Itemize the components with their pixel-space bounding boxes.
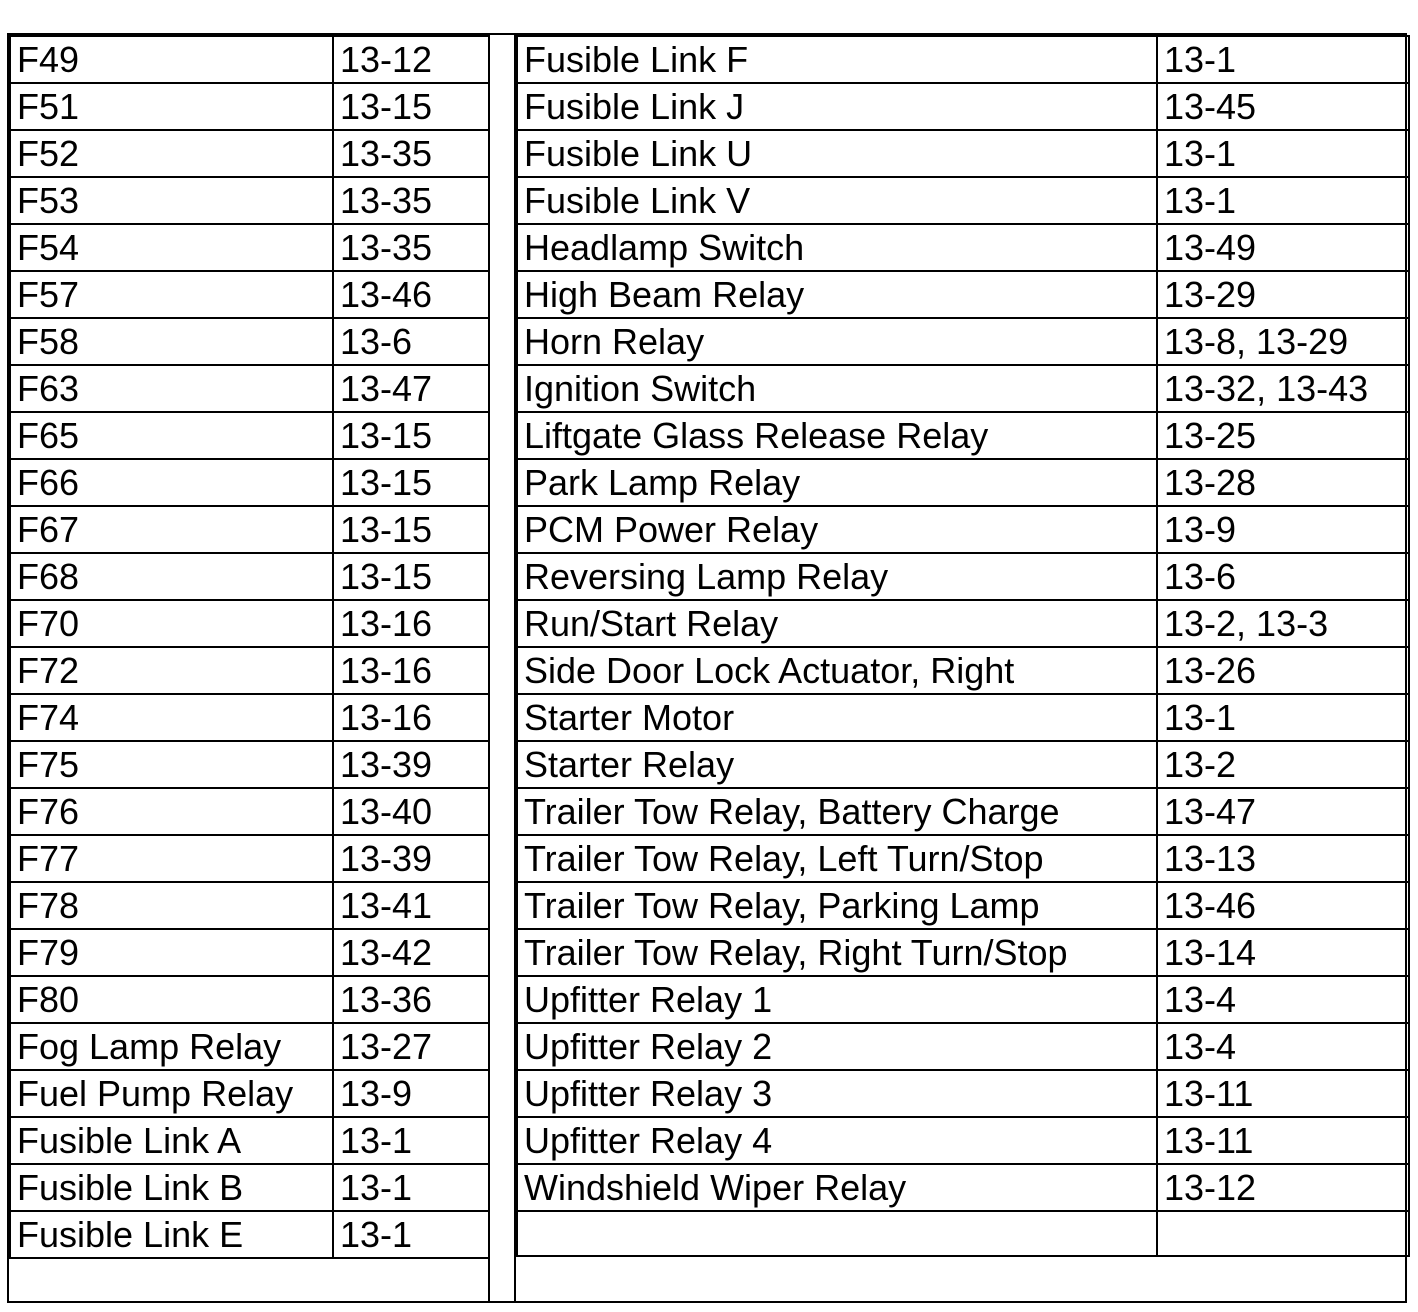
table-row [10,412,489,459]
page-reference-cell: 13-2 [1157,741,1409,788]
table-row [517,553,1409,600]
page-reference-cell: 13-29 [1157,271,1409,318]
component-name-cell: Run/Start Relay [517,600,1157,647]
page-reference-cell: 13-1 [333,1211,489,1258]
table-row [10,600,489,647]
page-reference-cell: 13-15 [333,506,489,553]
table-row [517,459,1409,506]
table-row [10,365,489,412]
page-reference-cell [1157,1211,1409,1256]
component-name-cell: F77 [10,835,333,882]
component-name-cell: Fusible Link A [10,1117,333,1164]
component-name-cell: F76 [10,788,333,835]
page-reference-cell: 13-15 [333,553,489,600]
page-reference-cell: 13-35 [333,177,489,224]
page-reference-cell: 13-1 [1157,36,1409,83]
table-row [517,1070,1409,1117]
component-name-cell: F63 [10,365,333,412]
page-reference-cell: 13-1 [1157,177,1409,224]
component-name-cell: Starter Relay [517,741,1157,788]
page-reference-cell: 13-4 [1157,976,1409,1023]
page-reference-cell: 13-11 [1157,1070,1409,1117]
table-row [517,83,1409,130]
table-row [10,976,489,1023]
column-separator [488,35,516,1301]
table-row [517,177,1409,224]
table-row [517,929,1409,976]
table-row [517,788,1409,835]
component-name-cell: F78 [10,882,333,929]
left-index-table [9,35,490,1259]
page-reference-cell: 13-28 [1157,459,1409,506]
component-name-cell: F65 [10,412,333,459]
component-name-cell: F74 [10,694,333,741]
page-reference-cell: 13-16 [333,647,489,694]
table-row [10,130,489,177]
page-reference-cell: 13-13 [1157,835,1409,882]
table-row [10,1023,489,1070]
table-row [517,882,1409,929]
page-reference-cell: 13-2, 13-3 [1157,600,1409,647]
table-row [10,929,489,976]
component-name-cell: High Beam Relay [517,271,1157,318]
component-name-cell: Starter Motor [517,694,1157,741]
page-reference-cell: 13-11 [1157,1117,1409,1164]
table-row [10,459,489,506]
page-reference-cell: 13-35 [333,224,489,271]
table-row [517,506,1409,553]
table-row [517,224,1409,271]
component-name-cell: Fuel Pump Relay [10,1070,333,1117]
page-reference-cell: 13-46 [333,271,489,318]
table-row [10,694,489,741]
component-name-cell: F51 [10,83,333,130]
page-reference-cell: 13-15 [333,459,489,506]
component-name-cell: F72 [10,647,333,694]
table-row [10,1164,489,1211]
right-index-table [516,35,1410,1257]
table-row [10,177,489,224]
page-reference-cell: 13-47 [1157,788,1409,835]
component-name-cell: Trailer Tow Relay, Parking Lamp [517,882,1157,929]
component-name-cell: F68 [10,553,333,600]
component-name-cell: Fog Lamp Relay [10,1023,333,1070]
component-name-cell: Upfitter Relay 3 [517,1070,1157,1117]
table-row [517,1164,1409,1211]
page-reference-cell: 13-9 [1157,506,1409,553]
table-row [517,835,1409,882]
component-name-cell: Headlamp Switch [517,224,1157,271]
page-reference-cell: 13-39 [333,835,489,882]
page-reference-cell: 13-40 [333,788,489,835]
table-row [517,1023,1409,1070]
component-name-cell: Ignition Switch [517,365,1157,412]
page-reference-cell: 13-12 [1157,1164,1409,1211]
page-reference-cell: 13-47 [333,365,489,412]
table-row [10,741,489,788]
page-reference-cell: 13-4 [1157,1023,1409,1070]
page-reference-cell: 13-15 [333,83,489,130]
table-row [10,1117,489,1164]
left-index-body [10,36,489,1258]
table-row [10,224,489,271]
component-name-cell: F52 [10,130,333,177]
component-name-cell: F70 [10,600,333,647]
table-row [517,600,1409,647]
table-row [10,1211,489,1258]
page-reference-cell: 13-6 [1157,553,1409,600]
component-name-cell: PCM Power Relay [517,506,1157,553]
component-name-cell: Horn Relay [517,318,1157,365]
component-name-cell [517,1211,1157,1256]
table-row [10,271,489,318]
component-name-cell: Fusible Link F [517,36,1157,83]
page-reference-cell: 13-27 [333,1023,489,1070]
table-row [517,412,1409,459]
table-row [517,365,1409,412]
page-reference-cell: 13-15 [333,412,489,459]
component-name-cell: Trailer Tow Relay, Right Turn/Stop [517,929,1157,976]
page-reference-cell: 13-25 [1157,412,1409,459]
table-row [517,130,1409,177]
component-name-cell: Upfitter Relay 2 [517,1023,1157,1070]
page-reference-cell: 13-39 [333,741,489,788]
component-name-cell: Trailer Tow Relay, Left Turn/Stop [517,835,1157,882]
component-name-cell: Liftgate Glass Release Relay [517,412,1157,459]
page-reference-cell: 13-35 [333,130,489,177]
component-name-cell: Fusible Link U [517,130,1157,177]
page-reference-cell: 13-26 [1157,647,1409,694]
page-reference-cell: 13-45 [1157,83,1409,130]
table-row [10,506,489,553]
page-reference-cell: 13-1 [1157,130,1409,177]
component-name-cell: F79 [10,929,333,976]
component-name-cell: F49 [10,36,333,83]
page-reference-cell: 13-42 [333,929,489,976]
page-reference-cell: 13-12 [333,36,489,83]
table-row [10,36,489,83]
table-row [10,1070,489,1117]
component-name-cell: F67 [10,506,333,553]
component-name-cell: Upfitter Relay 1 [517,976,1157,1023]
table-row [517,694,1409,741]
table-row [517,1117,1409,1164]
component-name-cell: F66 [10,459,333,506]
page-reference-cell: 13-9 [333,1070,489,1117]
component-name-cell: Fusible Link B [10,1164,333,1211]
page-reference-cell: 13-36 [333,976,489,1023]
component-index-sheet [7,33,1407,1303]
table-row [517,36,1409,83]
page-reference-cell: 13-1 [333,1164,489,1211]
table-row [10,647,489,694]
table-row [10,553,489,600]
page-reference-cell: 13-8, 13-29 [1157,318,1409,365]
page-reference-cell: 13-49 [1157,224,1409,271]
page-reference-cell: 13-1 [1157,694,1409,741]
page-reference-cell: 13-16 [333,600,489,647]
table-row [517,318,1409,365]
component-name-cell: Fusible Link V [517,177,1157,224]
page-reference-cell: 13-41 [333,882,489,929]
table-row [517,1211,1409,1256]
component-name-cell: F75 [10,741,333,788]
table-row [517,647,1409,694]
table-row [10,788,489,835]
component-name-cell: Reversing Lamp Relay [517,553,1157,600]
table-row [517,271,1409,318]
component-name-cell: Side Door Lock Actuator, Right [517,647,1157,694]
table-row [10,882,489,929]
page-reference-cell: 13-14 [1157,929,1409,976]
component-name-cell: Fusible Link J [517,83,1157,130]
page-reference-cell: 13-32, 13-43 [1157,365,1409,412]
page-reference-cell: 13-46 [1157,882,1409,929]
table-row [517,741,1409,788]
page-reference-cell: 13-1 [333,1117,489,1164]
right-index-body [517,36,1409,1256]
table-row [10,835,489,882]
page-reference-cell: 13-16 [333,694,489,741]
component-name-cell: Upfitter Relay 4 [517,1117,1157,1164]
component-name-cell: Park Lamp Relay [517,459,1157,506]
component-name-cell: F57 [10,271,333,318]
component-name-cell: F54 [10,224,333,271]
component-name-cell: F80 [10,976,333,1023]
table-row [10,318,489,365]
table-row [517,976,1409,1023]
component-name-cell: F53 [10,177,333,224]
table-row [10,83,489,130]
component-name-cell: Windshield Wiper Relay [517,1164,1157,1211]
page-reference-cell: 13-6 [333,318,489,365]
component-name-cell: F58 [10,318,333,365]
component-name-cell: Trailer Tow Relay, Battery Charge [517,788,1157,835]
component-name-cell: Fusible Link E [10,1211,333,1258]
